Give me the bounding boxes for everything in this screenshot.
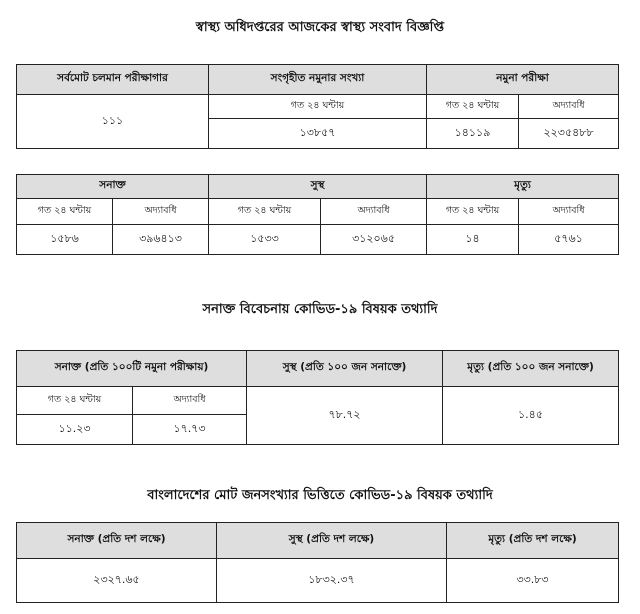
labs-header: সর্বমোট চলমান পরীক্ষাগার <box>17 65 209 95</box>
recovered-total-label: অদ্যাবধি <box>321 199 427 225</box>
recovered-24h-label: গত ২৪ ঘন্টায় <box>209 199 321 225</box>
recovered-per-100-header: সুস্থ (প্রতি ১০০ জন সনাক্তে) <box>247 351 443 387</box>
deaths-24h-label: গত ২৪ ঘন্টায় <box>427 199 519 225</box>
detected-rate-24h-label: গত ২৪ ঘন্টায় <box>17 387 133 415</box>
tests-table <box>16 64 619 149</box>
population-section-title: বাংলাদেশের মোট জনসংখ্যার ভিত্তিতে কোভিড-১৯ বিষয়ক তথ্যাদি <box>147 488 493 503</box>
tests-total-value: ২২৩৫৪৮৮ <box>519 119 619 149</box>
detection-section-title: সনাক্ত বিবেচনায় কোভিড-১৯ বিষয়ক তথ্যাদি <box>202 302 438 317</box>
tests-24h-label: গত ২৪ ঘন্টায় <box>427 95 519 119</box>
detected-rate-total-value: ১৭.৭৩ <box>133 415 247 445</box>
tests-24h-value: ১৪১১৯ <box>427 119 519 149</box>
detected-24h-label: গত ২৪ ঘন্টায় <box>17 199 113 225</box>
cases-table <box>16 174 619 255</box>
detected-total-value: ৩৯৬৪১৩ <box>113 225 209 255</box>
collected-samples-header: সংগৃহীত নমুনার সংখ্যা <box>209 65 427 95</box>
death-rate-value: ১.৪৫ <box>443 387 619 445</box>
sample-tests-header: নমুনা পরীক্ষা <box>427 65 619 95</box>
deaths-total-value: ৫৭৬১ <box>519 225 619 255</box>
deaths-header: মৃত্যু <box>427 175 619 199</box>
detected-per-million-header: সনাক্ত (প্রতি দশ লক্ষে) <box>17 523 217 559</box>
recovered-rate-value: ৭৮.৭২ <box>247 387 443 445</box>
recovered-per-million-header: সুস্থ (প্রতি দশ লক্ষে) <box>217 523 447 559</box>
tests-total-label: অদ্যাবধি <box>519 95 619 119</box>
collected-24h-label: গত ২৪ ঘন্টায় <box>209 95 427 119</box>
recovered-header: সুস্থ <box>209 175 427 199</box>
deaths-per-million-header: মৃত্যু (প্রতি দশ লক্ষে) <box>447 523 619 559</box>
detected-24h-value: ১৫৮৬ <box>17 225 113 255</box>
labs-value: ১১১ <box>17 95 209 149</box>
recovered-total-value: ৩১২০৬৫ <box>321 225 427 255</box>
recovered-per-million-value: ১৮৩২.৩৭ <box>217 559 447 603</box>
detected-rate-total-label: অদ্যাবধি <box>133 387 247 415</box>
detected-per-100-header: সনাক্ত (প্রতি ১০০টি নমুনা পরীক্ষায়) <box>17 351 247 387</box>
deaths-total-label: অদ্যাবধি <box>519 199 619 225</box>
detected-header: সনাক্ত <box>17 175 209 199</box>
detected-per-million-value: ২৩২৭.৬৫ <box>17 559 217 603</box>
deaths-24h-value: ১৪ <box>427 225 519 255</box>
detection-ratio-table <box>16 350 619 445</box>
detected-rate-24h-value: ১১.২৩ <box>17 415 133 445</box>
population-ratio-table <box>16 522 619 603</box>
detected-total-label: অদ্যাবধি <box>113 199 209 225</box>
recovered-24h-value: ১৫৩৩ <box>209 225 321 255</box>
deaths-per-100-header: মৃত্যু (প্রতি ১০০ জন সনাক্তে) <box>443 351 619 387</box>
bulletin-title: স্বাস্থ্য অধিদপ্তরের আজকের স্বাস্থ্য সংবাদ বিজ্ঞপ্তি <box>195 20 445 35</box>
collected-24h-value: ১৩৮৫৭ <box>209 119 427 149</box>
deaths-per-million-value: ৩৩.৮৩ <box>447 559 619 603</box>
